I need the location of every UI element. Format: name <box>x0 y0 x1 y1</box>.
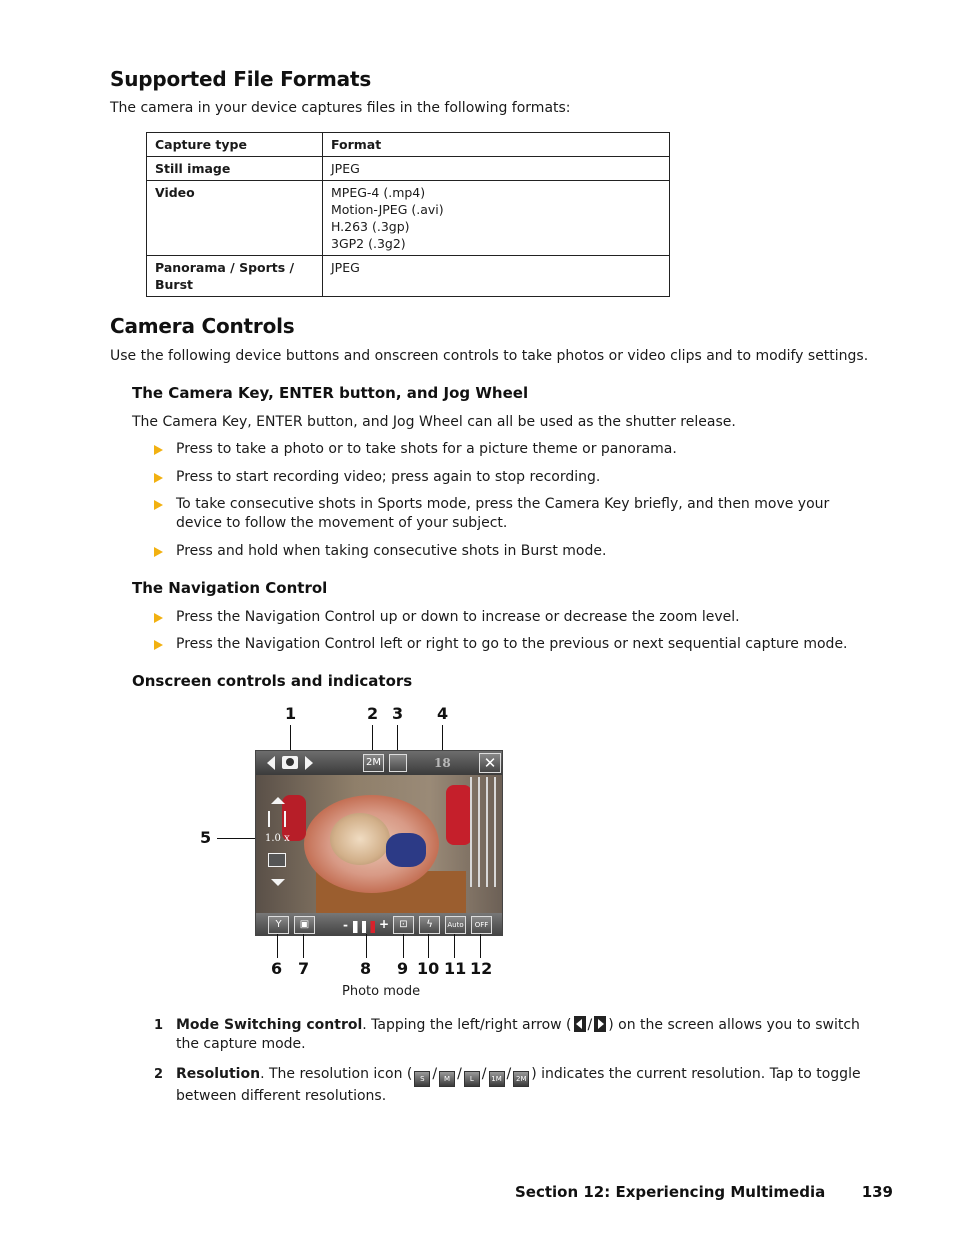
resolution-large-icon: L <box>464 1071 480 1087</box>
camera-screen <box>255 750 503 936</box>
formats-intro: The camera in your device captures files in the following formats: <box>110 100 571 116</box>
right-arrow-icon <box>594 1016 606 1032</box>
zoom-level: 1.0 x <box>265 833 290 844</box>
mode-right-arrow-icon[interactable] <box>305 756 313 770</box>
table-cell-format: JPEG <box>323 157 670 181</box>
table-cell-type: Video <box>147 181 323 256</box>
table-row <box>147 256 670 297</box>
flash-off-icon[interactable]: OFF <box>471 916 492 934</box>
callout-leader <box>403 934 404 958</box>
brightness-minus-icon[interactable]: - <box>343 918 348 932</box>
callout-9: 9 <box>397 959 409 978</box>
callout-11: 11 <box>444 959 467 978</box>
callout-1: 1 <box>285 704 297 723</box>
resolution-medium-icon: M <box>439 1071 455 1087</box>
navigation-bullets <box>152 608 862 654</box>
album-icon[interactable]: ▣ <box>294 916 315 934</box>
resolution-icon[interactable]: 2M <box>363 754 384 772</box>
bullet-arrow-icon <box>154 500 163 510</box>
camera-key-intro: The Camera Key, ENTER button, and Jog Wheel can all be used as the shutter release. <box>132 414 736 430</box>
zoom-down-arrow-icon[interactable] <box>271 879 285 886</box>
zoom-up-arrow-icon[interactable] <box>271 797 285 804</box>
callout-12: 12 <box>470 959 493 978</box>
zoom-bar-icon <box>268 853 286 867</box>
callout-leader <box>428 934 429 958</box>
cage-bars <box>470 777 503 887</box>
controls-intro: Use the following device buttons and onscreen controls to take photos or video clips and to modify settings. <box>110 348 869 364</box>
camera-key-heading: The Camera Key, ENTER button, and Jog Wheel <box>132 384 529 402</box>
storage-icon <box>389 754 407 772</box>
table-row <box>147 157 670 181</box>
onscreen-heading: Onscreen controls and indicators <box>132 672 413 690</box>
formats-table <box>146 132 670 297</box>
red-toy <box>446 785 472 845</box>
table-cell-type: Panorama / Sports / Burst <box>147 256 323 297</box>
callout-leader <box>372 725 373 753</box>
list-item: Press the Navigation Control left or right to go to the previous or next sequential capture mode. <box>152 635 862 654</box>
blanket <box>386 833 426 867</box>
callout-leader <box>277 934 278 958</box>
list-item: To take consecutive shots in Sports mode, press the Camera Key briefly, and then move your device to follow the movement of your subject. <box>152 495 862 533</box>
callout-7: 7 <box>298 959 310 978</box>
callout-4: 4 <box>437 704 449 723</box>
table-header-format: Format <box>323 133 670 157</box>
resolution-1m-icon: 1M <box>489 1071 505 1087</box>
callout-8: 8 <box>360 959 372 978</box>
list-item: Press the Navigation Control up or down to increase or decrease the zoom level. <box>152 608 862 627</box>
numbered-descriptions <box>152 1016 862 1117</box>
footer-section-title: Section 12: Experiencing Multimedia <box>514 1183 826 1201</box>
bullet-arrow-icon <box>154 473 163 483</box>
bullet-arrow-icon <box>154 613 163 623</box>
table-cell-type: Still image <box>147 157 323 181</box>
callout-leader <box>480 934 481 958</box>
white-balance-icon[interactable]: Auto <box>445 916 466 934</box>
callout-6: 6 <box>271 959 283 978</box>
table-header-capture-type: Capture type <box>147 133 323 157</box>
callout-leader <box>290 725 291 753</box>
list-item: 2 Resolution. The resolution icon ( S / M / L / 1M / 2M ) indicates the current resolution. Tap to toggle between different resolutions. <box>154 1066 861 1104</box>
resolution-small-icon: S <box>414 1071 430 1087</box>
brightness-plus-icon[interactable]: + <box>379 917 390 931</box>
left-arrow-icon <box>574 1016 586 1032</box>
callout-leader <box>442 725 443 753</box>
list-item: Press to take a photo or to take shots for a picture theme or panorama. <box>152 440 862 459</box>
shots-remaining-counter: 18 <box>434 756 451 770</box>
table-row <box>147 181 670 256</box>
self-timer-icon <box>268 811 286 827</box>
list-item: Press and hold when taking consecutive shots in Burst mode. <box>152 542 862 561</box>
callout-10: 10 <box>417 959 440 978</box>
camera-key-bullets <box>152 440 862 561</box>
list-item: Press to start recording video; press again to stop recording. <box>152 468 862 487</box>
formats-heading: Supported File Formats <box>110 67 372 91</box>
pet <box>330 813 390 865</box>
page-footer <box>515 1183 893 1201</box>
brightness-level-icon <box>353 921 375 933</box>
bullet-arrow-icon <box>154 640 163 650</box>
callout-leader <box>366 934 367 958</box>
bullet-arrow-icon <box>154 547 163 557</box>
flash-icon[interactable]: ϟ <box>419 916 440 934</box>
capture-mode-icon[interactable]: ⊡ <box>393 916 414 934</box>
callout-leader <box>397 725 398 753</box>
bullet-arrow-icon <box>154 445 163 455</box>
mode-left-arrow-icon[interactable] <box>267 756 275 770</box>
table-cell-format: JPEG <box>323 256 670 297</box>
table-header-row <box>147 133 670 157</box>
navigation-heading: The Navigation Control <box>132 579 328 597</box>
list-item: 1 Mode Switching control. Tapping the left/right arrow ( / ) on the screen allows you to switch the capture mode. <box>154 1017 860 1052</box>
table-cell-format: MPEG-4 (.mp4) Motion-JPEG (.avi) H.263 (.3gp) 3GP2 (.3g2) <box>323 181 670 256</box>
page-number: 139 <box>861 1183 893 1201</box>
close-icon[interactable]: ✕ <box>479 753 501 773</box>
menu-settings-icon[interactable]: Y <box>268 916 289 934</box>
camera-mode-icon <box>282 756 298 769</box>
figure-caption: Photo mode <box>342 984 421 999</box>
resolution-2m-icon: 2M <box>513 1071 529 1087</box>
callout-leader <box>303 934 304 958</box>
callout-3: 3 <box>392 704 404 723</box>
callout-leader <box>454 934 455 958</box>
controls-heading: Camera Controls <box>110 314 295 338</box>
callout-2: 2 <box>367 704 379 723</box>
callout-5: 5 <box>200 828 212 847</box>
